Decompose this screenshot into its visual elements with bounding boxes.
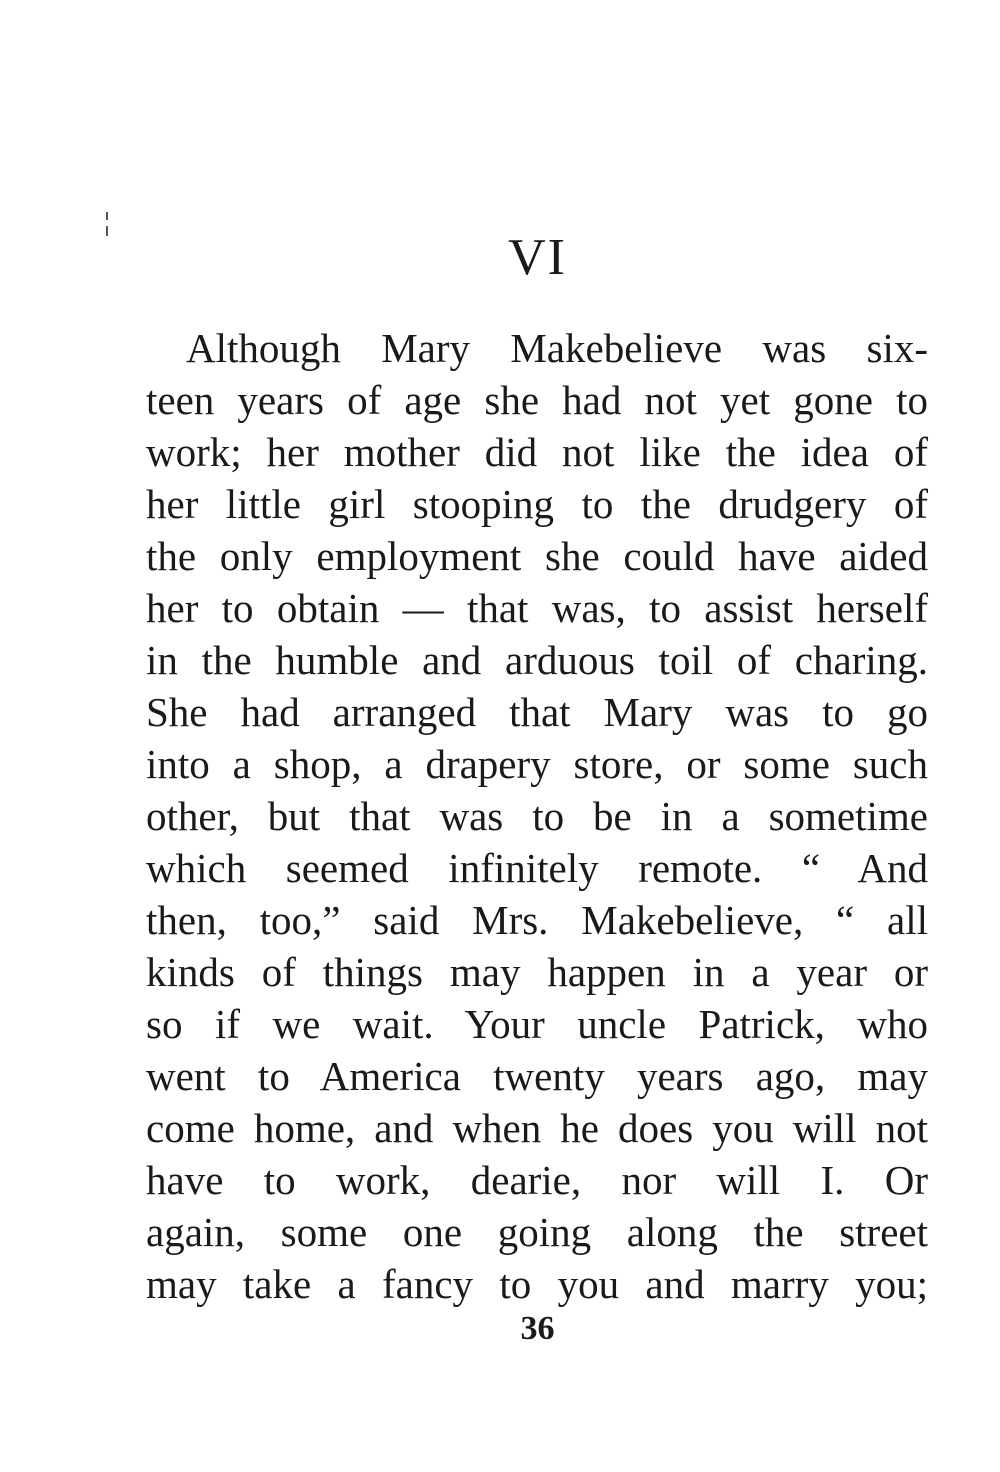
body-paragraph	[146, 322, 928, 1310]
text-line: come home, and when he does you will not	[146, 1105, 928, 1151]
text-line: her to obtain — that was, to assist herself	[146, 585, 928, 631]
page-number: 36	[520, 1310, 555, 1347]
text-line: kinds of things may happen in a year or	[146, 949, 928, 995]
margin-tick	[106, 212, 108, 220]
text-line: so if we wait. Your uncle Patrick, who	[146, 1001, 928, 1047]
text-line: which seemed infinitely remote. “ And	[146, 845, 928, 891]
chapter-heading: VI	[508, 229, 567, 286]
text-line: into a shop, a drapery store, or some such	[146, 741, 928, 787]
text-line: Although Mary Makebelieve was six-	[186, 325, 928, 371]
text-line: went to America twenty years ago, may	[146, 1053, 928, 1099]
text-line: may take a fancy to you and marry you;	[146, 1261, 928, 1307]
text-line: then, too,” said Mrs. Makebelieve, “ all	[146, 897, 928, 943]
text-line: the only employment she could have aided	[146, 533, 928, 579]
text-line: other, but that was to be in a sometime	[146, 793, 928, 839]
text-line: in the humble and arduous toil of charing.	[146, 637, 928, 683]
text-line: her little girl stooping to the drudgery of	[146, 481, 928, 527]
text-line: work; her mother did not like the idea of	[146, 429, 928, 475]
text-line: again, some one going along the street	[146, 1209, 928, 1255]
text-line: teen years of age she had not yet gone to	[146, 377, 928, 423]
text-line: have to work, dearie, nor will I. Or	[146, 1157, 928, 1203]
text-line: She had arranged that Mary was to go	[146, 689, 928, 735]
